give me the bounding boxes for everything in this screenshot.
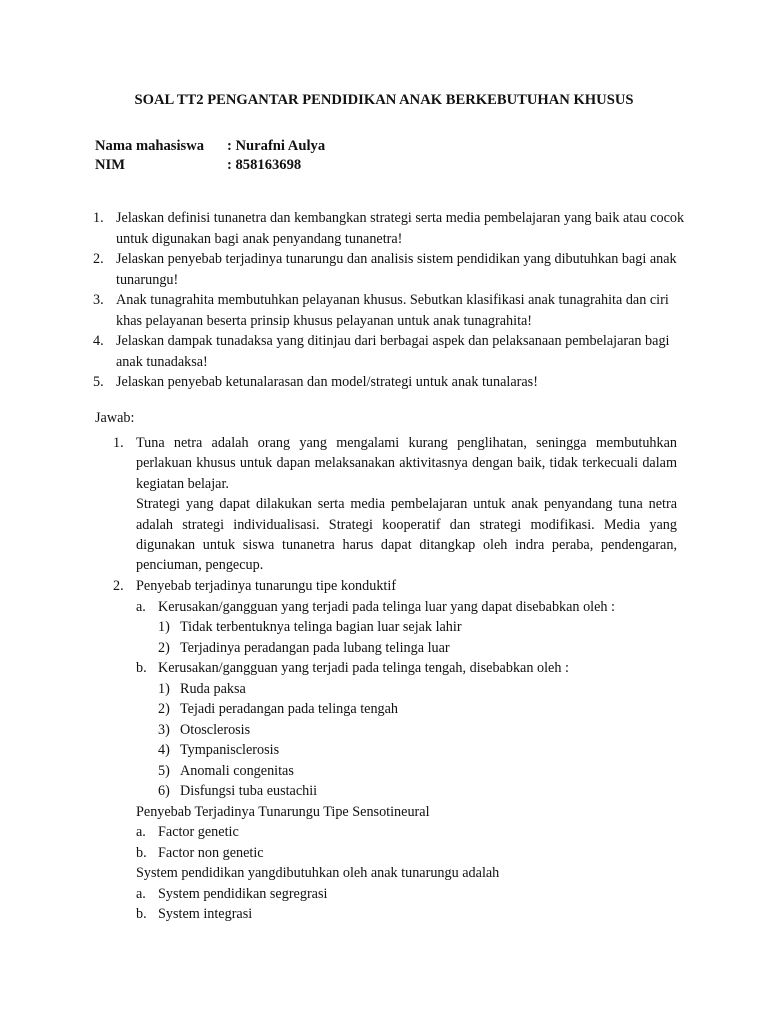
question-4 <box>93 331 693 372</box>
answer-number: 2. <box>113 578 124 594</box>
jawab-label: Jawab: <box>95 410 135 426</box>
question-text: Anak tunagrahita membutuhkan pelayanan khusus. Sebutkan klasifikasi anak tunagrahita dan ciri khas pelayanan beserta prinsip khusus pelayanan untuk anak tunagrahita! <box>116 292 669 329</box>
list-item-text: Anomali congenitas <box>180 763 294 779</box>
question-1 <box>93 208 693 249</box>
question-text: Jelaskan dampak tunadaksa yang ditinjau dari berbagai aspek dan pelaksanaan pembelajaran bagi anak tunadaksa! <box>116 333 670 370</box>
list-marker: b. <box>136 660 147 676</box>
question-3 <box>93 290 693 331</box>
list-marker: a. <box>136 886 146 902</box>
student-nim-value: : 858163698 <box>227 157 302 173</box>
list-marker: a. <box>136 599 146 615</box>
question-number: 2. <box>93 251 104 267</box>
question-text: Jelaskan definisi tunanetra dan kembangkan strategi serta media pembelajaran yang baik atau cocok untuk digunakan bagi anak penyandang tunanetra! <box>116 210 685 247</box>
student-name-value: : Nurafni Aulya <box>227 138 326 154</box>
list-item-text: Disfungsi tuba eustachii <box>180 783 318 799</box>
question-2 <box>93 249 693 290</box>
question-number: 1. <box>93 210 104 226</box>
list-marker: 4) <box>158 742 170 758</box>
list-marker: b. <box>136 845 147 861</box>
answer-2-heading: Penyebab terjadinya tunarungu tipe konduktif <box>136 578 397 594</box>
list-item-text: Ruda paksa <box>180 681 246 697</box>
question-number: 4. <box>93 333 104 349</box>
question-text: Jelaskan penyebab terjadinya tunarungu dan analisis sistem pendidikan yang dibutuhkan bagi anak tunarungu! <box>116 251 677 288</box>
question-5 <box>93 372 693 393</box>
list-marker: 3) <box>158 722 170 738</box>
list-item-text: Tympanisclerosis <box>180 742 280 758</box>
list-marker: 1) <box>158 619 170 635</box>
question-number: 3. <box>93 292 104 308</box>
list-marker: 2) <box>158 640 170 656</box>
list-item-text: Tejadi peradangan pada telinga tengah <box>180 701 399 717</box>
system-heading: System pendidikan yangdibutuhkan oleh anak tunarungu adalah <box>136 865 500 881</box>
question-text: Jelaskan penyebab ketunalarasan dan model/strategi untuk anak tunalaras! <box>116 374 538 390</box>
list-item-text: Factor non genetic <box>158 845 264 861</box>
list-item-text: Tidak terbentuknya telinga bagian luar sejak lahir <box>180 619 462 635</box>
list-marker: 1) <box>158 681 170 697</box>
answer-number: 1. <box>113 435 124 451</box>
sub-item-b-text: Kerusakan/gangguan yang terjadi pada telinga tengah, disebabkan oleh : <box>158 660 569 676</box>
list-item-text: Factor genetic <box>158 824 239 840</box>
list-marker: 2) <box>158 701 170 717</box>
student-nim-label: NIM <box>95 157 125 173</box>
sub-item-a-text: Kerusakan/gangguan yang terjadi pada telinga luar yang dapat disebabkan oleh : <box>158 599 615 615</box>
list-item-text: Otosclerosis <box>180 722 251 738</box>
student-name-label: Nama mahasiswa <box>95 138 205 154</box>
list-marker: a. <box>136 824 146 840</box>
list-marker: b. <box>136 906 147 922</box>
answer-1-paragraph-2: Strategi yang dapat dilakukan serta media pembelajaran untuk anak penyandang tuna netra adalah strategi individualisasi. Strategi kooperatif dan strategi modifikasi. Media yang digunakan untuk siswa tunanetra harus dapat ditangkap oleh indra peraba, pendengaran, penciuman, pengecup. <box>136 496 677 574</box>
list-marker: 5) <box>158 763 170 779</box>
answer-1-paragraph-1: Tuna netra adalah orang yang mengalami kurang penglihatan, seningga membutuhkan perlakuan khusus untuk dapan melaksanakan aktivitasnya dengan baik, tidak terkecuali dalam kegiatan belajar. <box>136 435 677 492</box>
answer-1 <box>113 433 677 576</box>
document-title: SOAL TT2 PENGANTAR PENDIDIKAN ANAK BERKEBUTUHAN KHUSUS <box>134 92 634 108</box>
list-item-text: System pendidikan segregrasi <box>158 886 328 902</box>
question-number: 5. <box>93 374 104 390</box>
list-marker: 6) <box>158 783 170 799</box>
list-item-text: Terjadinya peradangan pada lubang telinga luar <box>180 640 450 656</box>
sensotineural-heading: Penyebab Terjadinya Tunarungu Tipe Sensotineural <box>136 804 430 820</box>
list-item-text: System integrasi <box>158 906 253 922</box>
